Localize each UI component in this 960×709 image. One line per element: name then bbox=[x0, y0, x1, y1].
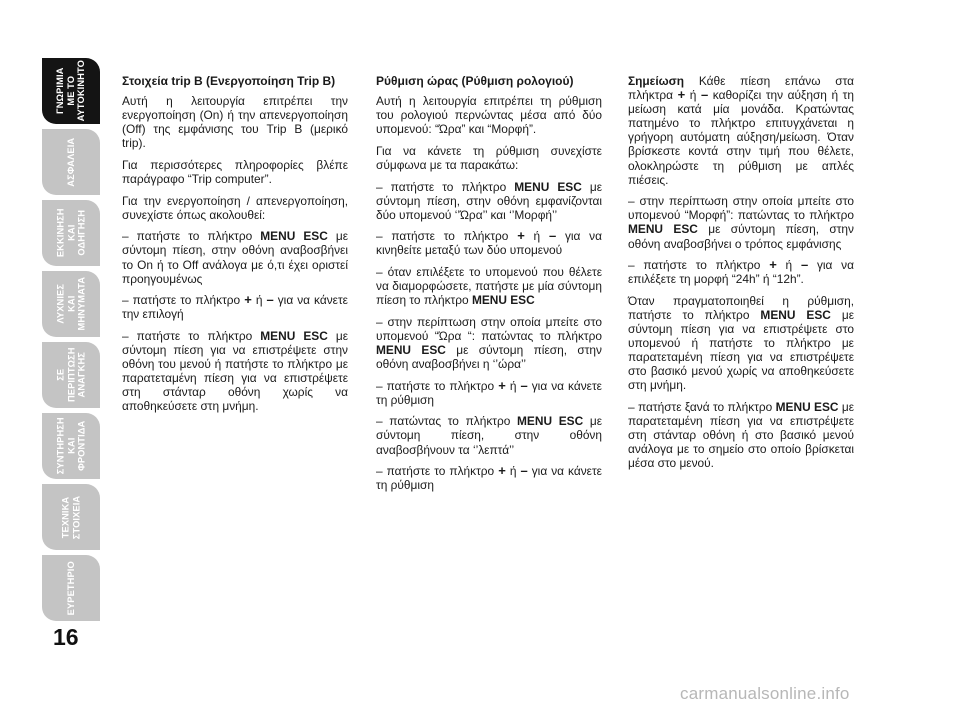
plus-key-icon: + bbox=[517, 228, 525, 244]
tab-warning-lights-and-messages[interactable] bbox=[42, 271, 100, 337]
text: – πατήστε το πλήκτρο bbox=[122, 229, 261, 244]
paragraph bbox=[122, 293, 348, 321]
paragraph bbox=[376, 265, 602, 307]
minus-key-icon: – bbox=[800, 257, 809, 273]
tab-label: ΣΕ ΠΕΡΙΠΤΩΣΗ ΑΝΑΓΚΗΣ bbox=[55, 347, 87, 403]
text: – πατήστε το πλήκτρο bbox=[376, 179, 515, 194]
plus-key-icon: + bbox=[677, 87, 686, 103]
text: με σύντομη πίεση για να επιστρέψετε στο υπομενού ή πατήστε το πλήκτρο με παρατεταμένη πίεση για να επιστρέψετε στο βασικό μενού χωρίς να αποθηκεύσετε στη μνήμη. bbox=[628, 307, 855, 393]
column-clock-setting bbox=[376, 74, 602, 500]
text: για να κινηθείτε μεταξύ των δύο υπομενού bbox=[376, 229, 602, 258]
text: – πατώντας το πλήκτρο bbox=[376, 414, 518, 429]
minus-key-icon: – bbox=[520, 377, 528, 393]
plus-key-icon: + bbox=[769, 257, 777, 273]
paragraph: Για να κάνετε τη ρύθμιση συνεχίστε σύμφωνα με τα παρακάτω: bbox=[376, 143, 602, 172]
text: για να επιλέξετε τη μορφή “24h” ή “12h”. bbox=[628, 258, 854, 287]
paragraph bbox=[376, 315, 602, 371]
text: ή bbox=[524, 229, 549, 244]
text: για να κάνετε τη ρύθμιση bbox=[376, 378, 602, 407]
column-trip-b bbox=[122, 74, 348, 421]
tab-getting-to-know-the-car[interactable] bbox=[42, 58, 100, 124]
text: με παρατεταμένη πίεση για να επιστρέψετε στη στάνταρ οθόνη ή στο βασικό μενού ανάλογα με το σημείο στο οποίο βρίσκεται μέσα στο μενού. bbox=[628, 399, 854, 471]
plus-key-icon: + bbox=[498, 463, 506, 479]
plus-key-icon: + bbox=[498, 377, 506, 393]
paragraph bbox=[376, 229, 602, 257]
text: με σύντομη πίεση, στην οθόνη αναβοσβήνει η ‘’ώρα’’ bbox=[376, 343, 602, 372]
paragraph bbox=[376, 464, 602, 492]
text: ή bbox=[505, 464, 521, 479]
menu-esc-key: MENU ESC bbox=[376, 343, 446, 357]
text: ή bbox=[776, 258, 801, 273]
minus-key-icon: – bbox=[266, 292, 274, 308]
tab-label: ΕΥΡΕΤΗΡΙΟ bbox=[65, 560, 76, 616]
paragraph: Αυτή η λειτουργία επιτρέπει την ενεργοποίηση (On) ή την απενεργοποίηση (Off) της εμφάνισης του Trip B (μερικό trip). bbox=[122, 94, 348, 151]
text: για να κάνετε την επιλογή bbox=[122, 293, 348, 322]
paragraph bbox=[376, 379, 602, 407]
menu-esc-key: MENU ESC bbox=[260, 229, 328, 244]
tab-safety[interactable] bbox=[42, 129, 100, 195]
tab-starting-and-driving[interactable] bbox=[42, 200, 100, 266]
tab-maintenance-and-care[interactable] bbox=[42, 413, 100, 479]
menu-esc-key: MENU ESC bbox=[514, 179, 582, 194]
page-number: 16 bbox=[53, 624, 79, 650]
tab-in-an-emergency[interactable] bbox=[42, 342, 100, 408]
text: – πατήστε το πλήκτρο bbox=[376, 229, 518, 244]
paragraph bbox=[376, 414, 602, 456]
text: Κάθε πίεση επάνω στα πλήκτρα bbox=[628, 74, 854, 103]
watermark: carmanualsonline.info bbox=[680, 684, 850, 703]
text: – πατήστε το πλήκτρο bbox=[122, 328, 261, 343]
paragraph bbox=[122, 229, 348, 285]
note-paragraph bbox=[628, 74, 854, 187]
menu-esc-key: MENU ESC bbox=[760, 307, 831, 322]
text: με σύντομη πίεση για να επιστρέψετε στην οθόνη του μενού ή πατήστε το πλήκτρο με παρατεταμένη πίεση για να επιστρέψετε στη στάνταρ οθόνη χωρίς να αποθηκεύσετε στη μνήμη. bbox=[122, 328, 348, 414]
note-label: Σημείωση bbox=[628, 74, 685, 88]
text: με σύντομη πίεση, στην οθόνη εμφανίζονται δύο υπομενού ‘’Ώρα’’ και ‘’Μορφή’’ bbox=[376, 179, 602, 222]
text: – πατήστε το πλήκτρο bbox=[376, 464, 499, 479]
paragraph bbox=[628, 400, 854, 470]
text: – όταν επιλέξετε το υπομενού που θέλετε να διαμορφώσετε, πατήστε με μία σύντομη πίεση το πλήκτρο bbox=[376, 265, 602, 308]
menu-esc-key: MENU ESC bbox=[517, 414, 584, 429]
tab-label: ΤΕΧΝΙΚΑ ΣΤΟΙΧΕΙΑ bbox=[60, 495, 81, 539]
paragraph: Αυτή η λειτουργία επιτρέπει τη ρύθμιση του ρολογιού περνώντας μέσα από δύο υπομενού: “Ώρα” και “Μορφή”. bbox=[376, 94, 602, 137]
menu-esc-key: MENU ESC bbox=[471, 293, 535, 308]
section-heading: Στοιχεία trip B (Ενεργοποίηση Trip B) bbox=[122, 74, 336, 88]
text: – πατήστε το πλήκτρο bbox=[122, 293, 245, 308]
text: καθορίζει την αύξηση ή τη μείωση κατά μία μονάδα. Κρατώντας πατημένο το πλήκτρο επιτυγχάνεται η γρήγορη αυτόματη αύξηση/μείωση. Όταν βρίσκεστε κοντά στην τιμή που θέλετε, ολοκληρώστε τη ρύθμιση με απλές πιέσεις. bbox=[628, 88, 854, 187]
tab-label: ΣΥΝΤΗΡΗΣΗ ΚΑΙ ΦΡΟΝΤΙΔΑ bbox=[55, 417, 87, 475]
paragraph bbox=[376, 180, 602, 222]
paragraph bbox=[628, 294, 854, 393]
minus-key-icon: – bbox=[520, 463, 528, 479]
paragraph: Για την ενεργοποίηση / απενεργοποίηση, συνεχίστε όπως ακολουθεί: bbox=[122, 193, 348, 222]
text: – στην περίπτωση στην οποία μπείτε στο υπομενού “Ώρα “: πατώντας το πλήκτρο bbox=[376, 314, 602, 343]
paragraph: Για περισσότερες πληροφορίες βλέπε παράγραφο “Trip computer”. bbox=[122, 157, 348, 187]
menu-esc-key: MENU ESC bbox=[260, 328, 328, 343]
paragraph bbox=[628, 194, 854, 250]
text: – στην περίπτωση στην οποία μπείτε στο υπομενού “Μορφή”: πατώντας το πλήκτρο bbox=[628, 194, 854, 223]
text: – πατήστε το πλήκτρο bbox=[376, 378, 499, 393]
tab-index[interactable] bbox=[42, 555, 100, 621]
tab-label: ΛΥΧΝΙΕΣ ΚΑΙ ΜΗΝΥΜΑΤΑ bbox=[55, 277, 87, 331]
text: – πατήστε ξανά το πλήκτρο bbox=[628, 399, 776, 414]
menu-esc-key: MENU ESC bbox=[775, 399, 839, 414]
text: – πατήστε το πλήκτρο bbox=[628, 258, 770, 273]
section-heading: Ρύθμιση ώρας (Ρύθμιση ρολογιού) bbox=[376, 74, 574, 88]
minus-key-icon: – bbox=[548, 228, 557, 244]
text: Όταν πραγματοποιηθεί η ρύθμιση, πατήστε το πλήκτρο bbox=[628, 293, 854, 322]
menu-esc-key: MENU ESC bbox=[628, 222, 698, 237]
text: ή bbox=[251, 293, 267, 308]
text: με σύντομη πίεση, στην οθόνη αναβοσβήνει ο τρόπος εμφάνισης bbox=[628, 222, 854, 251]
paragraph bbox=[122, 329, 348, 414]
text: ή bbox=[685, 88, 701, 103]
text: με σύντομη πίεση, στην οθόνη αναβοσβήνει το On ή το Off ανάλογα με ό,τι έχει οριστεί προηγουμένως bbox=[122, 229, 348, 286]
tab-label: ΓΝΩΡΙΜΙΑ ΜΕ ΤΟ ΑΥΤΟΚΙΝΗΤΟ bbox=[55, 60, 87, 122]
minus-key-icon: – bbox=[700, 87, 709, 103]
tab-label: ΕΚΚΙΝΗΣΗ ΚΑΙ ΟΔΗΓΗΣΗ bbox=[55, 208, 87, 258]
tab-label: ΑΣΦΑΛΕΙΑ bbox=[65, 137, 76, 187]
plus-key-icon: + bbox=[244, 292, 252, 308]
tab-technical-specifications[interactable] bbox=[42, 484, 100, 550]
text: για να κάνετε τη ρύθμιση bbox=[376, 464, 602, 493]
text: ή bbox=[505, 378, 521, 393]
column-note bbox=[628, 74, 854, 478]
text: με σύντομη πίεση, στην οθόνη αναβοσβήνουν τα ‘’λεπτά’’ bbox=[376, 414, 602, 457]
paragraph bbox=[628, 258, 854, 286]
